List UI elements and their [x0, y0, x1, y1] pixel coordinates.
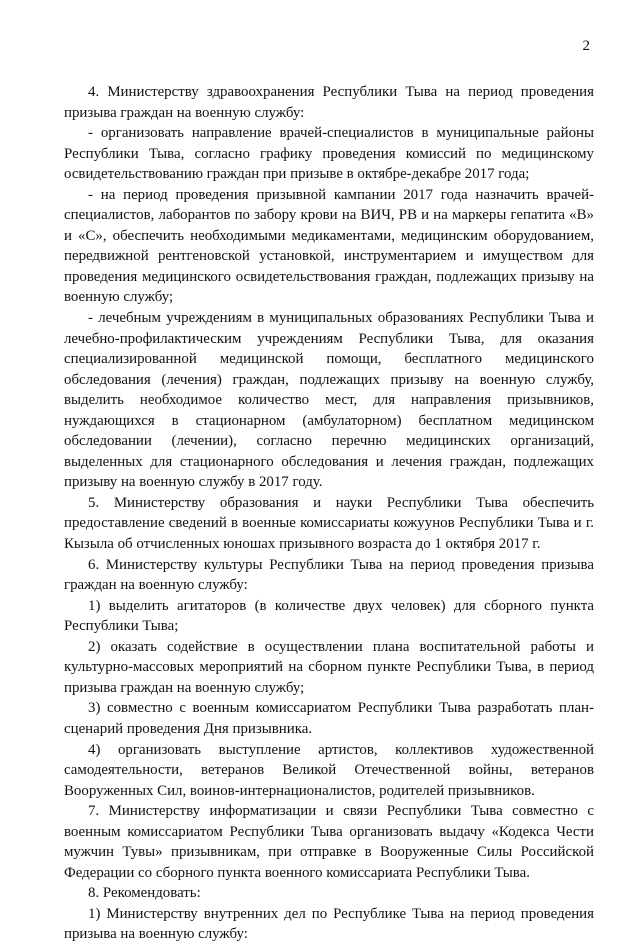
paragraph: 6. Министерству культуры Республики Тыва на период проведения призыва граждан на военную службу:	[64, 556, 594, 594]
page-number: 2	[582, 38, 590, 54]
paragraph: - лечебным учреждениям в муниципальных образованиях Республики Тыва и лечебно-профилактическим учреждениям Республики Тыва, для оказания специализированной медицинской помощи, бесплатного медицинского обследования (лечения) граждан, подлежащих призыву на военную службу, выделить необходимое количество мест, для направления призывников, нуждающихся в стационарном (амбулаторном) бесплатном медицинском обследовании (лечении), согласно перечню медицинских организаций, выделенных для стационарного обследования и лечения граждан, подлежащих призыву на военную службу в 2017 году.	[64, 310, 594, 491]
paragraph: 4. Министерству здравоохранения Республики Тыва на период проведения призыва граждан на военную службу:	[64, 84, 594, 121]
paragraph: 5. Министерству образования и науки Республики Тыва обеспечить предоставление сведений в военные комиссариаты кожуунов Республики Тыва и г. Кызыла об отчисленных юношах призывного возраста до 1 октября 2017 г.	[64, 494, 594, 553]
paragraph: - организовать направление врачей-специалистов в муниципальные районы Республики Тыва, согласно графику проведения комиссий по медицинскому освидетельствованию граждан при призыве в октябре-декабре 2017 года;	[64, 125, 594, 183]
paragraph: 8. Рекомендовать:	[88, 885, 201, 902]
paragraph: 7. Министерству информатизации и связи Республики Тыва совместно с военным комиссариатом Республики Тыва организовать выдачу «Кодекса Чести мужчин Тувы» призывникам, при отправке в Вооруженные Силы Российской Федерации со сборного пункта военного комиссариата Республики Тыва.	[64, 803, 594, 881]
paragraph: 2) оказать содействие в осуществлении плана воспитательной работы и культурно-массовых мероприятий на сборном пункте Республики Тыва, в период призыва граждан на военную службу;	[64, 638, 594, 696]
paragraph: 3) совместно с военным комиссариатом Республики Тыва разработать план-сценарий проведения Дня призывника.	[64, 700, 594, 737]
paragraph: 4) организовать выступление артистов, коллективов художественной самодеятельности, ветеранов Великой Отечественной войны, ветеранов Вооруженных Сил, воинов-интернационалистов, родителей призывников.	[64, 741, 594, 799]
paragraph: - на период проведения призывной кампании 2017 года назначить врачей-специалистов, лаборантов по забору крови на ВИЧ, РВ и на маркеры гепатита «В» и «С», обеспечить необходимыми медикаментами, медицинским оборудованием, передвижной рентгеновской установкой, инструментарием и имуществом для проведения медицинского освидетельствования граждан, подлежащих призыву на военную службу;	[64, 186, 594, 306]
paragraph: 1) Министерству внутренних дел по Республике Тыва на период проведения призыва на военную службу:	[64, 905, 594, 943]
document-body	[64, 82, 594, 945]
paragraph: 1) выделить агитаторов (в количестве двух человек) для сборного пункта Республики Тыва;	[64, 597, 594, 635]
